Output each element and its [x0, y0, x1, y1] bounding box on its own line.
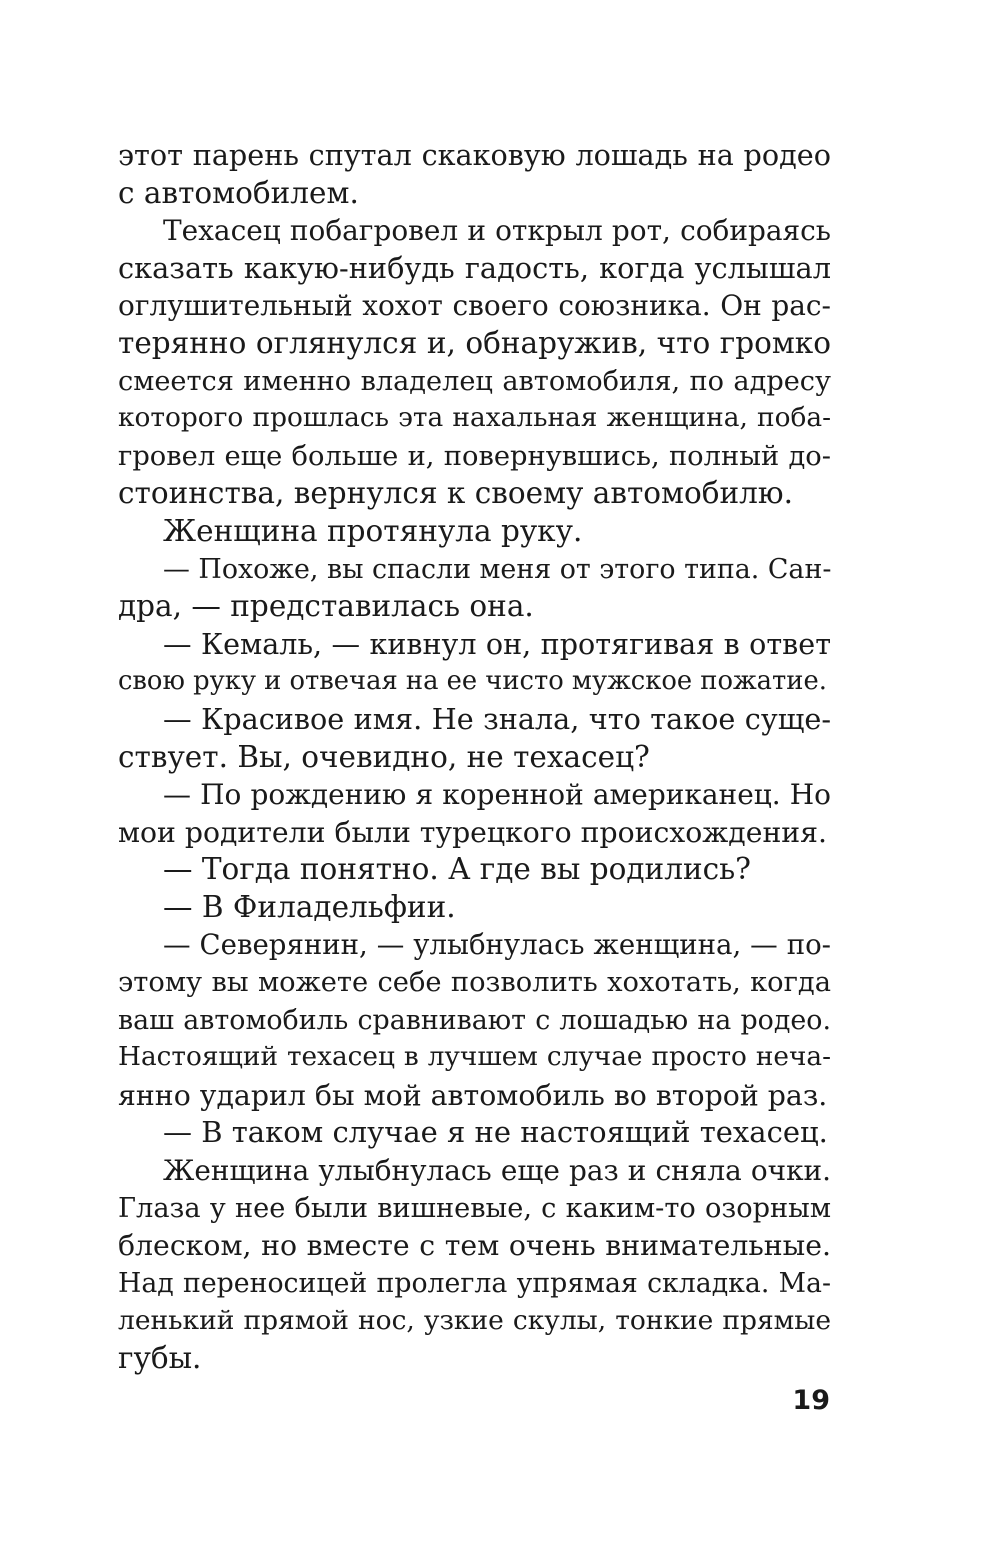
text-line: Женщина протянула руку. [163, 513, 583, 548]
text-line: блеском, но вместе с тем очень внимательные. [118, 1229, 831, 1263]
text-line: оглушительный хохот своего союзника. Он рас- [118, 289, 831, 323]
text-line: — Кемаль, — кивнул он, протягивая в ответ [163, 626, 831, 661]
text-line: смеется именно владелец автомобиля, по адресу [118, 365, 831, 397]
text-line: ствует. Вы, очевидно, не техасец? [118, 739, 650, 774]
page-number: 19 [792, 1385, 830, 1416]
text-line: этот парень спутал скаковую лошадь на родео [118, 138, 831, 172]
text-line: гровел еще больше и, повернувшись, полный до- [118, 440, 831, 472]
text-line: — В таком случае я не настоящий техасец. [163, 1115, 828, 1150]
text-line: мои родители были турецкого происхождения. [118, 815, 827, 849]
body-text [118, 137, 831, 1378]
text-line: ленький прямой нос, узкие скулы, тонкие прямые [118, 1305, 831, 1337]
text-line: — В Филадельфии. [163, 889, 456, 924]
text-line: губы. [118, 1341, 202, 1375]
text-line: — Тогда понятно. А где вы родились? [163, 852, 751, 887]
text-line: сказать какую-нибудь гадость, когда услышал [118, 250, 831, 285]
text-line: — Северянин, — улыбнулась женщина, — по- [163, 928, 831, 962]
text-line: Глаза у нее были вишневые, с каким-то озорным [118, 1192, 831, 1224]
text-line: Женщина улыбнулась еще раз и сняла очки. [163, 1154, 831, 1188]
text-line: — Похоже, вы спасли меня от этого типа. Сан- [163, 553, 832, 585]
text-line: свою руку и отвечая на ее чисто мужское пожатие. [118, 666, 827, 697]
text-line: янно ударил бы мой автомобиль во второй раз. [118, 1078, 828, 1112]
text-line: стоинства, вернулся к своему автомобилю. [118, 476, 793, 511]
text-line: Настоящий техасец в лучшем случае просто неча- [118, 1042, 831, 1073]
text-line: — Красивое имя. Не знала, что такое суще- [163, 701, 831, 736]
text-line: Над переносицей пролегла упрямая складка. Ма- [118, 1267, 831, 1299]
text-line: дра, — представилась она. [118, 589, 534, 624]
text-line: с автомобилем. [118, 175, 359, 210]
text-line: терянно оглянулся и, обнаружив, что громко [118, 325, 831, 360]
text-line: Техасец побагровел и открыл рот, собираясь [163, 214, 831, 248]
text-line: ваш автомобиль сравнивают с лошадью на родео. [118, 1004, 831, 1036]
text-line: — По рождению я коренной американец. Но [163, 778, 831, 812]
text-line: которого прошлась эта нахальная женщина, поба- [118, 403, 831, 434]
text-line: этому вы можете себе позволить хохотать, когда [118, 967, 831, 999]
